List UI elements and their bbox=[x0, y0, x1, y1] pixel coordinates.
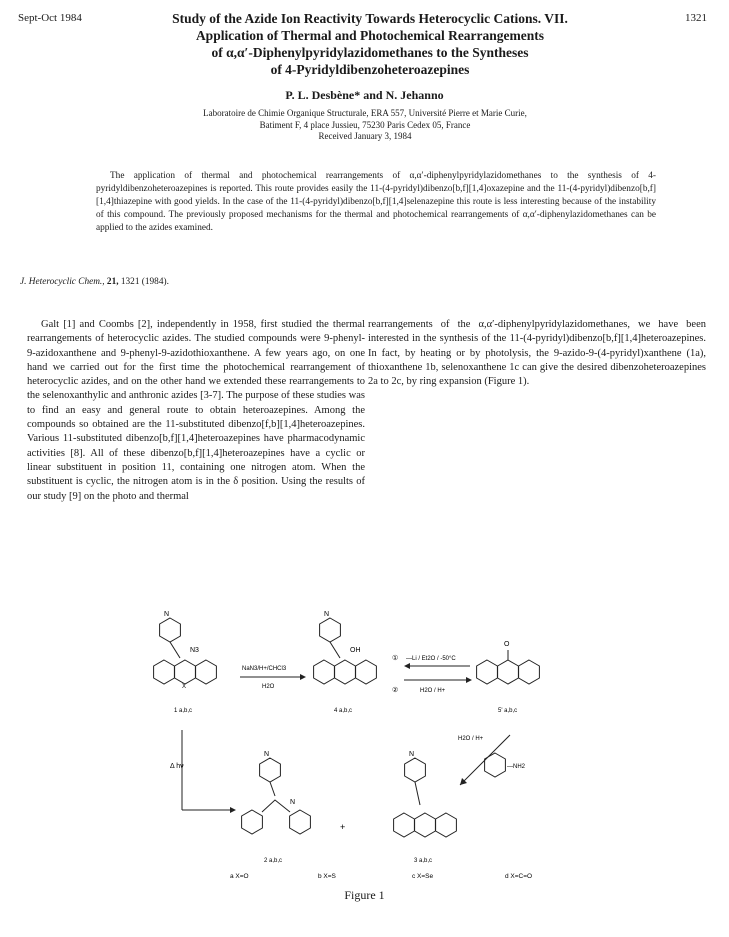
compound-5-structure bbox=[477, 641, 540, 714]
compound-1-label: 1 a,b,c bbox=[174, 708, 193, 714]
title-line: of 4-Pyridyldibenzoheteroazepines bbox=[270, 62, 470, 77]
legend-item: c X=Se bbox=[412, 873, 434, 880]
title-line: of α,α′-Diphenylpyridylazidomethanes to the Syntheses bbox=[211, 45, 529, 60]
reaction-arrow-2 bbox=[392, 654, 472, 694]
azide-label: N3 bbox=[190, 647, 199, 654]
conditions-label: Δ hν bbox=[170, 763, 184, 770]
compound-2-label: 2 a,b,c bbox=[264, 858, 283, 864]
affiliation bbox=[130, 108, 600, 143]
step-marker: ② bbox=[392, 687, 399, 694]
compound-3-structure bbox=[394, 751, 457, 864]
reaction-arrow-4 bbox=[458, 735, 526, 785]
title-line: Study of the Azide Ion Reactivity Towards Heterocyclic Cations. VII. bbox=[172, 11, 568, 26]
compound-5-label: 5' a,b,c bbox=[498, 708, 518, 714]
affiliation-line: Laboratoire de Chimie Organique Structurale, ERA 557, Université Pierre et Marie Curie, bbox=[203, 108, 527, 118]
plus-sign: + bbox=[340, 822, 346, 832]
hydroxyl-label: OH bbox=[350, 647, 361, 654]
journal-date: Sept-Oct 1984 bbox=[18, 12, 82, 24]
reaction-arrow-1 bbox=[240, 666, 306, 690]
pyridine-n-label: N bbox=[264, 751, 270, 758]
heteroatom-x-label: X bbox=[182, 684, 187, 690]
figure-caption: Figure 1 bbox=[344, 888, 385, 902]
citation-journal: J. Heterocyclic Chem., bbox=[20, 277, 105, 287]
reaction-scheme-figure bbox=[140, 600, 560, 890]
citation-volume: 21, bbox=[106, 277, 119, 287]
authors: P. L. Desbène* and N. Jehanno bbox=[285, 88, 444, 102]
substituent-legend bbox=[230, 873, 532, 880]
citation-rest: 1321 (1984). bbox=[120, 277, 169, 287]
received-date: Received January 3, 1984 bbox=[318, 131, 412, 141]
reaction-arrow-3 bbox=[170, 730, 236, 813]
citation bbox=[20, 277, 169, 287]
article-title bbox=[110, 10, 630, 78]
carbonyl-o-label: O bbox=[504, 641, 510, 648]
pyridine-n-label: N bbox=[409, 751, 415, 758]
legend-item: b X=S bbox=[318, 873, 336, 880]
pyridine-n-label: N bbox=[324, 611, 330, 618]
legend-item: d X=C=O bbox=[505, 873, 533, 880]
compound-2-structure bbox=[242, 751, 311, 864]
compound-3-label: 3 a,b,c bbox=[414, 858, 433, 864]
compound-4-label: 4 a,b,c bbox=[334, 708, 353, 714]
reagent-label: —NH2 bbox=[507, 764, 526, 770]
affiliation-line: Batiment F, 4 place Jussieu, 75230 Paris Cedex 05, France bbox=[259, 119, 471, 130]
body-column-right: rearrangements of the α,α′-diphenylpyridylazidomethanes, we have been interested in the synthesis of the 11-(4-pyridyl)dibenzo[b,f][1,4]heteroazepines. In fact, by heating or by photolysis, the 9-azido-9-(4-pyridyl)xanthene (1a), thioxanthene 1b, selenoxanthene 1c can give the desired dibenzoheteroazepines 2a to 2c, by ring expansion (Figure 1). bbox=[368, 319, 706, 388]
page-number: 1321 bbox=[685, 12, 707, 24]
reagent-label: H2O bbox=[262, 684, 275, 690]
reagent-label: NaN3/H+/CHCl3 bbox=[242, 666, 287, 672]
pyridine-n-label: N bbox=[164, 611, 170, 618]
abstract: The application of thermal and photochemical rearrangements of α,α′-diphenylpyridylazidomethanes to the synthesis of 4-pyridyldibenzoheteroazepines is reported. This route provides easily the 11-(4-pyridyl)dibenzo[b,f][1,4]oxazepine and the 11-(4-pyridyl)dibenzo[b,f][1,4]thiazepine with good yields. In the case of the 11-(4-pyridyl)dibenzo[b,f][1,4]selenazepine this route is less interesting because of the instability of this compound. The previously proposed mechanisms for the thermal and photochemical rearrangements of α,α′-diphenylazidomethanes can be applied to the azides examined. bbox=[96, 171, 656, 233]
title-line: Application of Thermal and Photochemical Rearrangements bbox=[195, 28, 545, 43]
compound-1-structure bbox=[154, 611, 217, 714]
body-column-left: Galt [1] and Coombs [2], independently in 1958, first studied the thermal rearrangements of heterocyclic azides. The studied compounds were 9-phenyl-9-azidoxanthene and 9-phenyl-9-azidothioxanthene. A few years ago, on one hand we carried out for the first time the photochemical rearrangement of heterocyclic azides, and on the other hand we extended these rearrangements to the selenoxanthylic and anthronic azides [3-7]. The purpose of these studies was to find an easy and general route to obtain heteroazepines. Among the compounds so obtained are the 11-substituted dibenzo[f,b][1,4]heteroazepines. Various 11-substituted dibenzo[b,f][1,4]heteroazepines have pharmacodynamic activities [8]. All of these dibenzo[b,f][1,4]heteroazepines have a cyclic or linear substituent in position 11, containing one nitrogen atom. When the substituent is cyclic, the nitrogen atom is in the δ position. Using the results of our study [9] on the photo and thermal bbox=[27, 319, 365, 502]
reagent-label: —Li / Et2O / -50°C bbox=[406, 656, 456, 662]
reagent-label: H2O / H+ bbox=[458, 736, 484, 742]
step-marker: ① bbox=[392, 655, 399, 662]
legend-item: a X=O bbox=[230, 873, 249, 880]
compound-4-structure bbox=[314, 611, 377, 714]
azepine-n-label: N bbox=[290, 799, 296, 806]
reagent-label: H2O / H+ bbox=[420, 688, 446, 694]
